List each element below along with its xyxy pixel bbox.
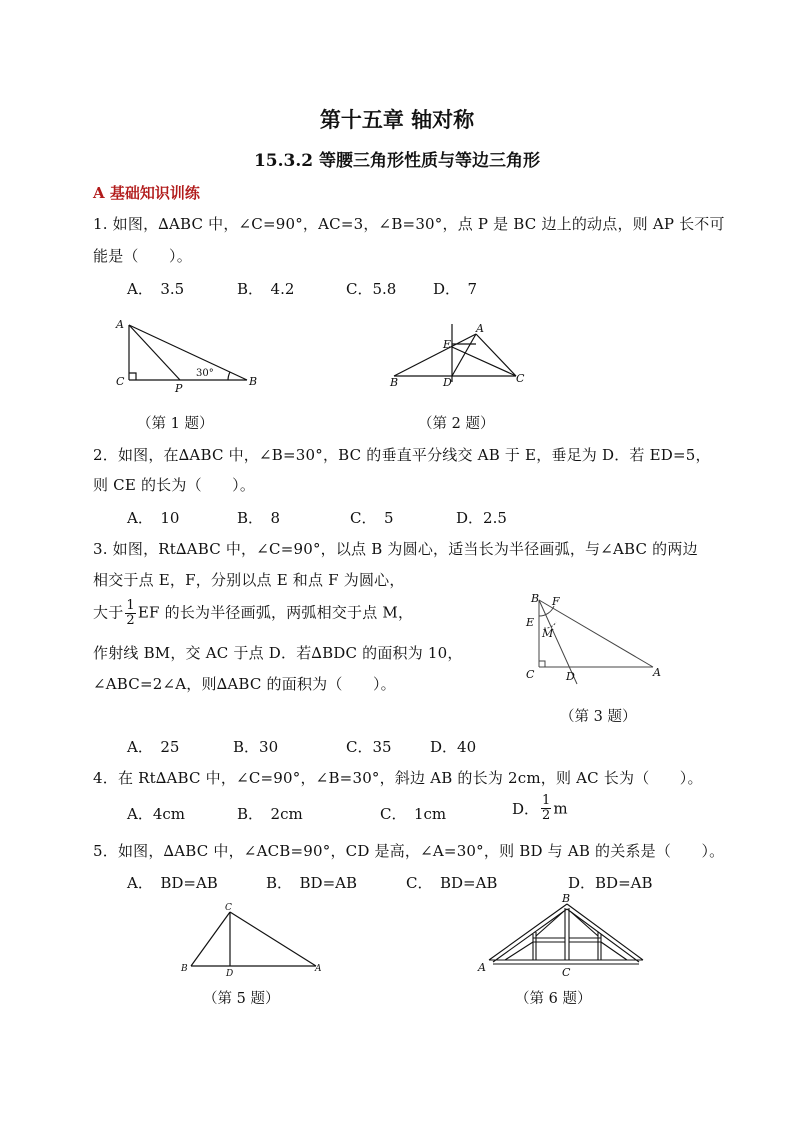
q5-option-a: A． BD=AB [127,874,218,892]
q3-option-c: C．35 [346,738,392,756]
q3-caption: （第 3 题） [560,709,637,725]
q2-label-e: E [443,338,452,351]
q3-frac-den: 2 [126,613,135,628]
q1-label-c: C [116,375,125,388]
q3-label-f: F [552,595,560,608]
q1-label-a: A [116,318,124,331]
q4-option-d-label: D． [512,800,540,818]
q2-option-a: A． 10 [127,509,180,527]
q3-line2: 相交于点 E，F，分别以点 E 和点 F 为圆心， [93,571,405,589]
q1-option-a: A． 3.5 [127,280,185,298]
q4-option-d-unit: m [553,799,568,818]
q2-option-c: C． 5 [350,509,394,527]
q4-fraction [541,794,551,823]
q3-label-e: E [526,616,535,629]
q1-label-p: P [175,382,183,395]
q5-label-c: C [225,903,232,913]
q5-option-c: C． BD=AB [406,874,498,892]
q3-frac-num: 1 [126,598,135,613]
q5-caption: （第 5 题） [203,991,280,1007]
q3-line3-pre: 大于 [93,603,124,622]
q4-frac-den: 2 [542,808,551,823]
q3-label-d: D [566,670,575,683]
q2-line1: 2．如图，在∆ABC 中，∠B=30°，BC 的垂直平分线交 AB 于 E，垂足为 D．若 ED=5， [93,446,711,464]
q3-label-a: A [653,666,661,679]
q2-label-a: A [476,322,484,335]
q3-fraction [125,599,135,628]
q6-label-b: B [562,892,571,905]
q4-frac-num: 1 [542,793,551,808]
q5-label-a: A [315,964,322,974]
q2-caption: （第 2 题） [418,416,495,432]
section-label: A 基础知识训练 [93,184,200,202]
q2-option-b: B． 8 [237,509,281,527]
chapter-title: 第十五章 轴对称 [319,107,475,132]
q6-figure [475,892,655,982]
q3-option-b: B．30 [233,738,279,756]
q1-line2: 能是（ ）。 [93,247,192,265]
q3-line1: 3. 如图，Rt∆ABC 中，∠C=90°，以点 B 为圆心，适当长为半径画弧，与∠ABC 的两边 [93,540,698,558]
q1-caption: （第 1 题） [137,416,214,432]
q1-label-angle: 30° [196,368,214,379]
q3-figure [520,588,670,688]
q2-figure [388,320,533,390]
q4-line1: 4．在 Rt∆ABC 中，∠C=90°，∠B=30°，斜边 AB 的长为 2cm，则 AC 长为（ ）。 [93,769,703,787]
q1-line1: 1. 如图，∆ABC 中，∠C=90°，AC=3，∠B=30°，点 P 是 BC 边上的动点，则 AP 长不可 [93,215,725,233]
q4-option-c: C． 1cm [380,805,447,823]
q4-option-b: B． 2cm [237,805,303,823]
q5-label-d: D [226,969,234,979]
q5-option-d: D．BD=AB [568,874,653,892]
q3-line4: 作射线 BM，交 AC 于点 D．若∆BDC 的面积为 10， [93,644,463,662]
q5-line1: 5．如图，∆ABC 中，∠ACB=90°，CD 是高，∠A=30°，则 BD 与 AB 的关系是（ ）。 [93,842,725,860]
q4-option-a: A．4cm [127,805,186,823]
q1-option-d: D． 7 [433,280,478,298]
q6-label-c: C [562,966,571,979]
q6-label-a: A [478,961,486,974]
q1-label-b: B [249,375,258,388]
q3-label-c: C [526,668,535,681]
q3-line5: ∠ABC=2∠A，则∆ABC 的面积为（ ）。 [93,675,396,693]
q2-label-c: C [516,372,525,385]
q2-option-d: D．2.5 [456,509,507,527]
q1-option-c: C．5.8 [346,280,397,298]
q3-option-a: A． 25 [127,738,180,756]
q5-option-b: B． BD=AB [266,874,357,892]
q3-label-m: M [542,627,554,640]
q2-line2: 则 CE 的长为（ ）。 [93,476,256,494]
q3-line3-post: EF 的长为半径画弧，两弧相交于点 M， [137,603,414,622]
q4-option-d [512,794,568,823]
q6-caption: （第 6 题） [515,991,592,1007]
q1-option-b: B． 4.2 [237,280,295,298]
q2-label-b: B [390,376,399,389]
q3-line3 [93,599,413,628]
q5-figure [178,900,328,980]
q2-label-d: D [443,376,452,389]
q3-option-d: D．40 [430,738,477,756]
q5-label-b: B [181,964,188,974]
section-title: 15.3.2 等腰三角形性质与等边三角形 [253,151,541,171]
q3-label-b: B [531,592,540,605]
q1-figure [110,315,270,395]
